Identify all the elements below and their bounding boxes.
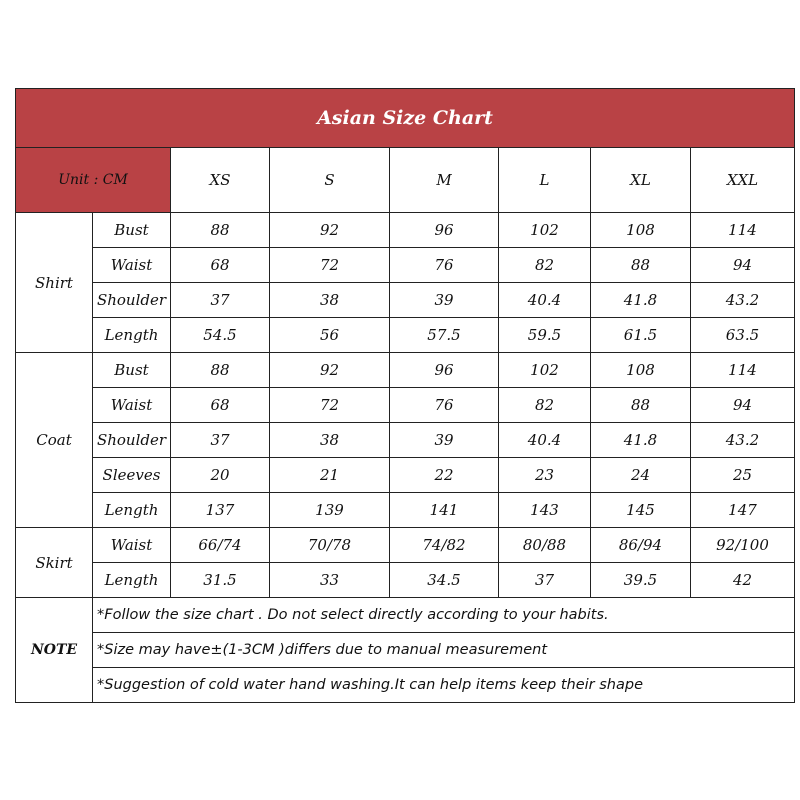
value-cell: 82: [499, 388, 591, 423]
value-cell: 38: [270, 283, 390, 318]
value-cell: 39: [390, 423, 499, 458]
value-cell: 43.2: [691, 423, 795, 458]
value-cell: 34.5: [390, 563, 499, 598]
value-cell: 74/82: [390, 528, 499, 563]
value-cell: 143: [499, 493, 591, 528]
value-cell: 54.5: [171, 318, 270, 353]
value-cell: 22: [390, 458, 499, 493]
note-row: [16, 633, 795, 668]
value-cell: 114: [691, 213, 795, 248]
chart-title: Asian Size Chart: [16, 89, 795, 148]
size-header-xs: XS: [171, 148, 270, 213]
size-header-s: S: [270, 148, 390, 213]
value-cell: 114: [691, 353, 795, 388]
measure-label: Shoulder: [93, 423, 171, 458]
value-cell: 96: [390, 353, 499, 388]
value-cell: 137: [171, 493, 270, 528]
value-cell: 139: [270, 493, 390, 528]
value-cell: 94: [691, 388, 795, 423]
measure-label: Waist: [93, 248, 171, 283]
value-cell: 92: [270, 213, 390, 248]
value-cell: 88: [591, 388, 691, 423]
value-cell: 43.2: [691, 283, 795, 318]
value-cell: 88: [171, 353, 270, 388]
value-cell: 72: [270, 388, 390, 423]
value-cell: 76: [390, 388, 499, 423]
note-line: *Suggestion of cold water hand washing.It can help items keep their shape: [93, 668, 795, 703]
size-chart-table: [15, 88, 795, 703]
value-cell: 40.4: [499, 283, 591, 318]
note-line: *Follow the size chart . Do not select directly according to your habits.: [93, 598, 795, 633]
note-row: [16, 598, 795, 633]
value-cell: 76: [390, 248, 499, 283]
measure-label: Shoulder: [93, 283, 171, 318]
note-row: [16, 668, 795, 703]
value-cell: 42: [691, 563, 795, 598]
value-cell: 41.8: [591, 283, 691, 318]
table-row: [16, 318, 795, 353]
value-cell: 57.5: [390, 318, 499, 353]
table-row: [16, 283, 795, 318]
value-cell: 41.8: [591, 423, 691, 458]
table-row: [16, 423, 795, 458]
value-cell: 96: [390, 213, 499, 248]
value-cell: 88: [171, 213, 270, 248]
group-label-coat: Coat: [16, 353, 93, 528]
measure-label: Length: [93, 493, 171, 528]
value-cell: 68: [171, 388, 270, 423]
value-cell: 24: [591, 458, 691, 493]
value-cell: 80/88: [499, 528, 591, 563]
value-cell: 147: [691, 493, 795, 528]
value-cell: 21: [270, 458, 390, 493]
value-cell: 56: [270, 318, 390, 353]
value-cell: 92/100: [691, 528, 795, 563]
value-cell: 37: [171, 423, 270, 458]
value-cell: 108: [591, 353, 691, 388]
table-row: [16, 458, 795, 493]
value-cell: 66/74: [171, 528, 270, 563]
value-cell: 39: [390, 283, 499, 318]
group-label-skirt: Skirt: [16, 528, 93, 598]
title-row: [16, 89, 795, 148]
value-cell: 108: [591, 213, 691, 248]
size-header-row: [16, 148, 795, 213]
value-cell: 102: [499, 213, 591, 248]
measure-label: Bust: [93, 213, 171, 248]
value-cell: 68: [171, 248, 270, 283]
value-cell: 141: [390, 493, 499, 528]
size-header-m: M: [390, 148, 499, 213]
table-row: [16, 493, 795, 528]
note-label: NOTE: [16, 598, 93, 703]
value-cell: 72: [270, 248, 390, 283]
value-cell: 88: [591, 248, 691, 283]
value-cell: 86/94: [591, 528, 691, 563]
table-row: [16, 563, 795, 598]
size-header-xl: XL: [591, 148, 691, 213]
value-cell: 39.5: [591, 563, 691, 598]
value-cell: 145: [591, 493, 691, 528]
value-cell: 59.5: [499, 318, 591, 353]
measure-label: Length: [93, 563, 171, 598]
value-cell: 37: [499, 563, 591, 598]
unit-label: Unit : CM: [16, 148, 171, 213]
size-header-xxl: XXL: [691, 148, 795, 213]
note-line: *Size may have±(1-3CM )differs due to manual measurement: [93, 633, 795, 668]
measure-label: Length: [93, 318, 171, 353]
table-row: [16, 248, 795, 283]
size-header-l: L: [499, 148, 591, 213]
measure-label: Sleeves: [93, 458, 171, 493]
value-cell: 23: [499, 458, 591, 493]
value-cell: 82: [499, 248, 591, 283]
value-cell: 40.4: [499, 423, 591, 458]
value-cell: 94: [691, 248, 795, 283]
value-cell: 38: [270, 423, 390, 458]
value-cell: 20: [171, 458, 270, 493]
value-cell: 102: [499, 353, 591, 388]
value-cell: 61.5: [591, 318, 691, 353]
measure-label: Waist: [93, 388, 171, 423]
measure-label: Bust: [93, 353, 171, 388]
measure-label: Waist: [93, 528, 171, 563]
value-cell: 92: [270, 353, 390, 388]
value-cell: 33: [270, 563, 390, 598]
table-row: [16, 213, 795, 248]
value-cell: 70/78: [270, 528, 390, 563]
group-label-shirt: Shirt: [16, 213, 93, 353]
value-cell: 31.5: [171, 563, 270, 598]
table-row: [16, 353, 795, 388]
table-row: [16, 388, 795, 423]
value-cell: 37: [171, 283, 270, 318]
value-cell: 25: [691, 458, 795, 493]
value-cell: 63.5: [691, 318, 795, 353]
table-row: [16, 528, 795, 563]
